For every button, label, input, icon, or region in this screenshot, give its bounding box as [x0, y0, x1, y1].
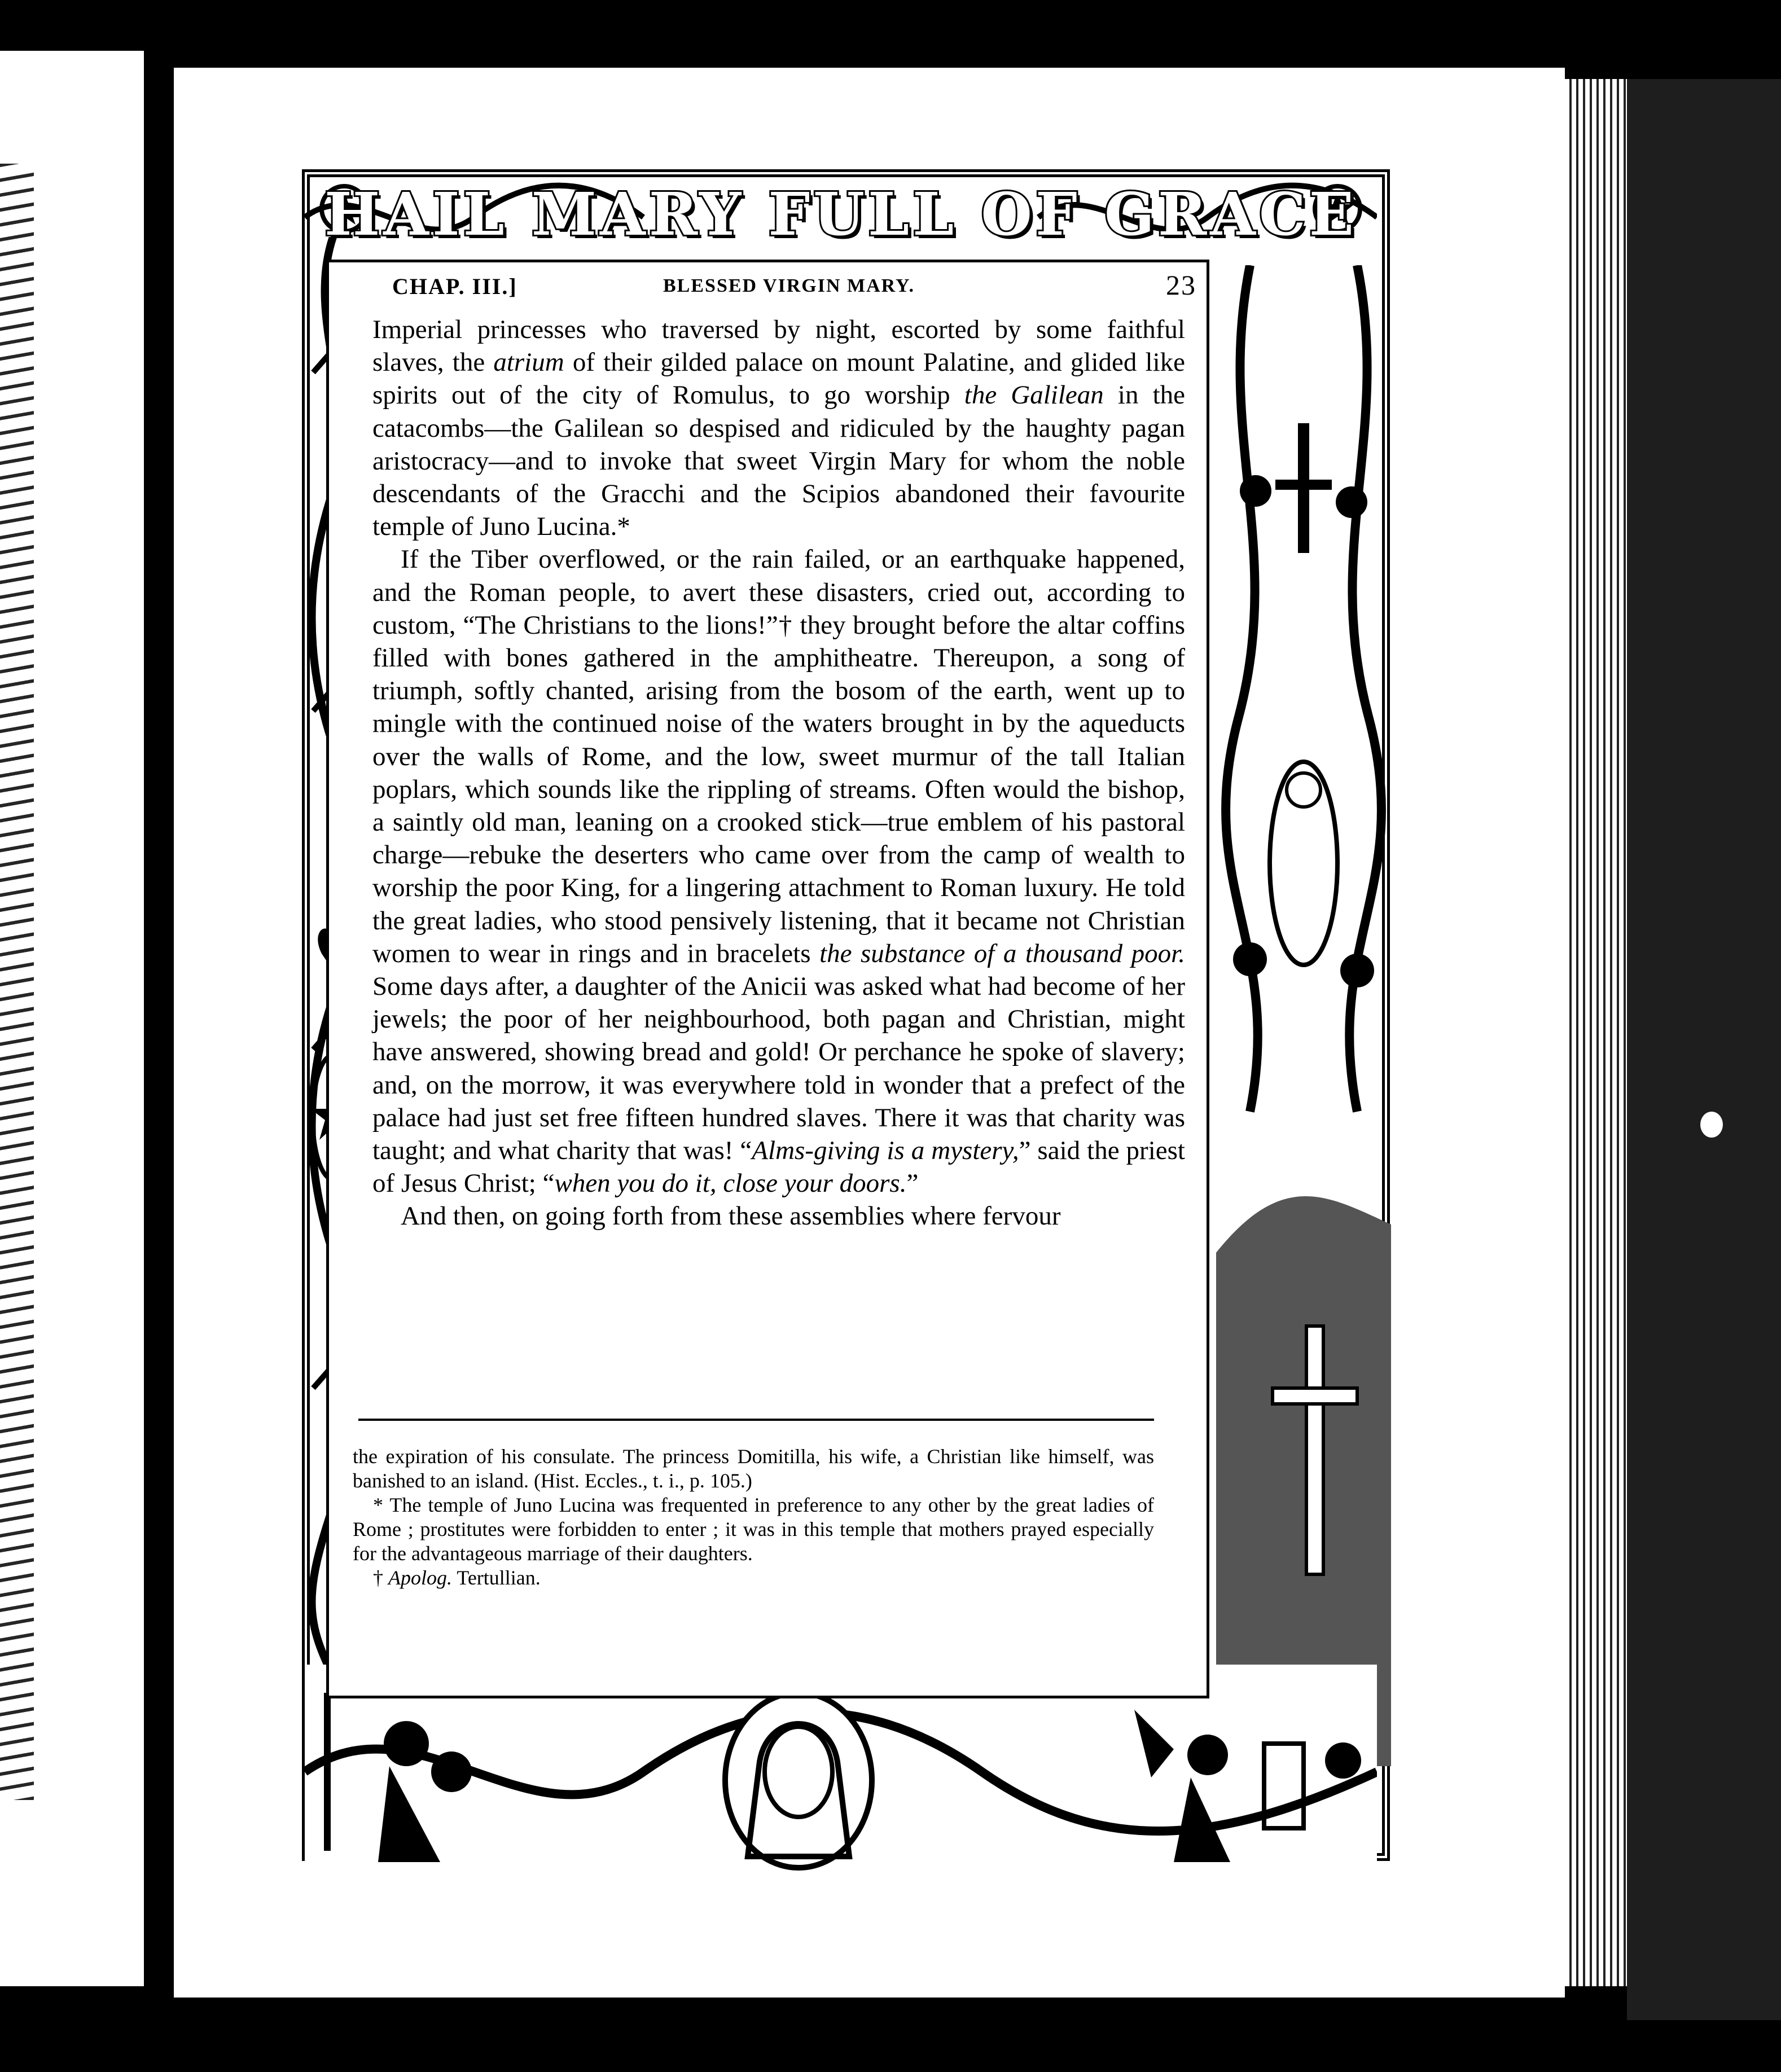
paragraph-3 — [372, 1200, 1185, 1232]
page-number: 23 — [1166, 269, 1196, 301]
italic-text: Alms-giving is a mystery, — [752, 1136, 1019, 1166]
paragraph-2 — [372, 543, 1185, 1200]
italic-text: Apolog. — [388, 1566, 452, 1589]
paragraph-1 — [372, 313, 1185, 543]
page-edges — [1565, 79, 1627, 1986]
right-border-illustration — [1216, 265, 1391, 1766]
text-run: of their gilded palace on mount Palatine, and glided like spirits out of the city of Romulus, to go worship — [372, 348, 1185, 410]
text-run: Imperial princesses who traversed by night, escorted by some faithful slaves, the — [372, 315, 1185, 377]
footnotes — [353, 1445, 1154, 1590]
scan-speck — [1700, 1112, 1723, 1138]
running-title: BLESSED VIRGIN MARY. — [663, 275, 915, 296]
footnote-rule — [358, 1419, 1154, 1421]
footnote-2 — [353, 1493, 1154, 1566]
body-text — [372, 313, 1185, 1233]
facing-page-ornament — [0, 164, 34, 1800]
text-run: ” said the priest of Jesus Christ; “ — [372, 1136, 1185, 1199]
footnote-3 — [353, 1566, 1154, 1590]
facing-page-edge — [0, 51, 144, 1986]
chapter-label: CHAP. III.] — [392, 274, 517, 299]
text-run: Tertullian. — [452, 1566, 541, 1589]
madonna-medallion — [720, 1687, 878, 1873]
italic-text: the Galilean — [964, 380, 1104, 410]
text-run: And then, on going forth from these assemblies where fervour — [401, 1201, 1061, 1231]
text-run: the expiration of his consulate. The princess Domitilla, his wife, a Christian like himself, was banished to an island. (Hist. Eccles., t. i., p. 105.) — [353, 1445, 1154, 1492]
text-run: ” — [906, 1169, 919, 1199]
text-run: Some days after, a daughter of the Anicii was asked what had become of her jewels; the poor of her neighbourhood, both pagan and Christian, might have answered, showing bread and gold! Or perchance he spoke of slavery; and, on the morrow, it was everywhere told in wonder that a prefect of the palace had just set free fifteen hundred slaves. There it was that charity was taught; and what charity that was! “ — [372, 972, 1185, 1166]
italic-text: the substance of a thousand poor. — [819, 938, 1185, 968]
banner-title: HAIL MARY FULL OF GRACE — [324, 179, 1358, 249]
book-shadow — [1627, 79, 1781, 2020]
italic-text: atrium — [493, 348, 564, 377]
italic-text: when you do it, close your doors. — [554, 1169, 907, 1199]
text-run: If the Tiber overflowed, or the rain failed, or an earthquake happened, and the Roman people, to avert these disasters, cried out, according to custom, “The Christians to the lions!”† they brought before the altar coffins filled with bones gathered in the amphitheatre. Thereupon, a song of triumph, softly chanted, arising from the bosom of the earth, went up to mingle with the continued noise of the waters brought in by the aqueducts over the walls of Rome, and the low, sweet murmur of the tall Italian poplars, which sounds like the rippling of streams. Often would the bishop, a saintly old man, leaning on a crooked stick—true emblem of his pastoral charge—rebuke the deserters who came over from the camp of wealth to worship the poor King, for a lingering attachment to Roman luxury. He told the great ladies, who stood pensively listening, that it became not Christian women to wear in rings and in bracelets — [372, 545, 1185, 968]
running-head — [392, 265, 1196, 310]
footnote-1 — [353, 1445, 1154, 1493]
text-run: † — [373, 1566, 388, 1589]
text-run: * The temple of Juno Lucina was frequented in preference to any other by the great ladies of Rome ; prostitutes were forbidden to enter ; it was in this temple that mothers prayed especially for the advantageous marriage of their daughters. — [353, 1494, 1154, 1565]
text-run: in the catacombs—the Galilean so despised and ridiculed by the haughty pagan aristocracy—and to invoke that sweet Virgin Mary for whom the noble descendants of the Gracchi and the Scipios abandoned their favourite temple of Juno Lucina.* — [372, 380, 1185, 542]
